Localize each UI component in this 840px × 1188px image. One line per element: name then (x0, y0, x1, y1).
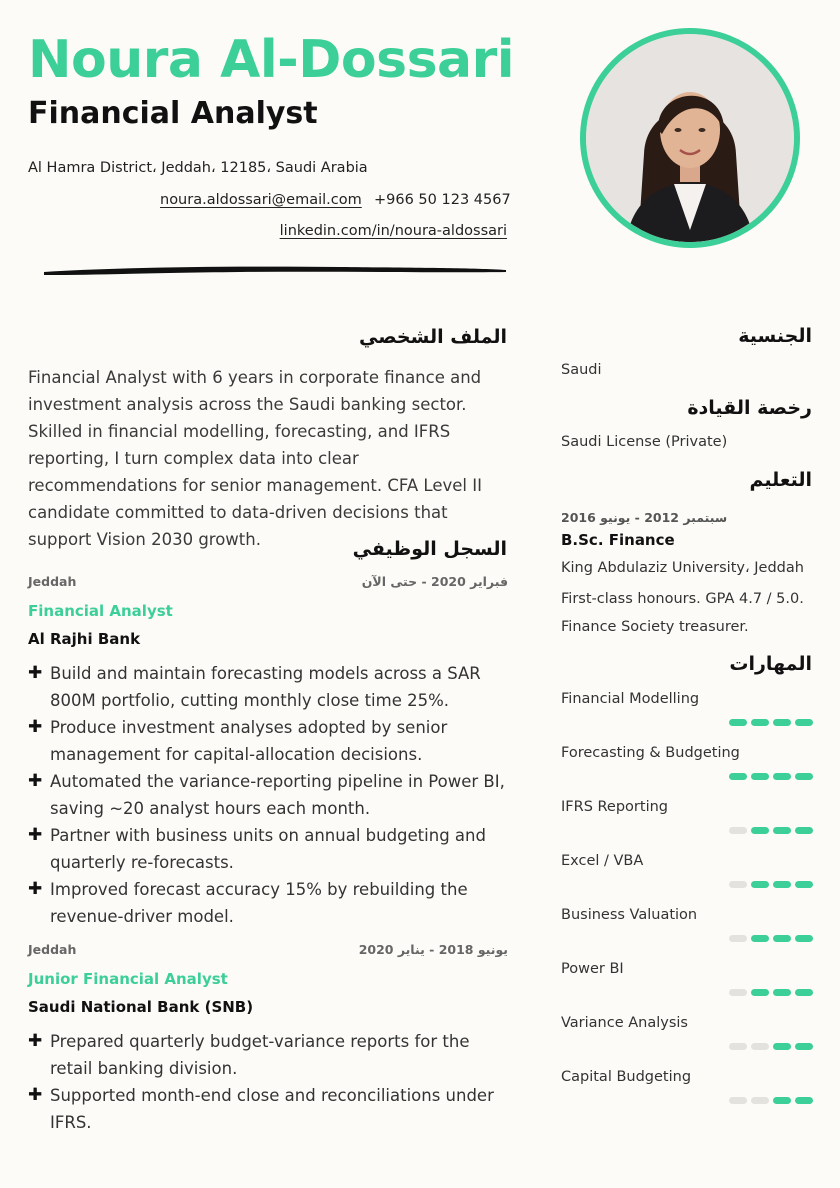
job-location: Jeddah (28, 574, 77, 589)
job-role: Junior Financial Analyst (28, 970, 228, 988)
skill-level-dot (729, 1043, 747, 1050)
plus-icon: ✚ (28, 1031, 43, 1051)
bullet-text: Partner with business units on annual budgeting and quarterly re-forecasts. (50, 826, 486, 872)
skill-item (561, 799, 813, 845)
job-entry (28, 574, 508, 930)
skill-name: IFRS Reporting (561, 799, 668, 815)
skill-item (561, 907, 813, 953)
skill-level-indicator (729, 827, 813, 834)
plus-icon: ✚ (28, 771, 43, 791)
bullet-text: Produce investment analyses adopted by senior management for capital-allocation decisions. (50, 718, 448, 764)
skill-level-indicator (729, 719, 813, 726)
job-entry (28, 942, 508, 1136)
job-dates: يونيو 2018 - يناير 2020 (358, 942, 508, 957)
skill-name: Financial Modelling (561, 691, 700, 707)
skill-level-dot (795, 935, 813, 942)
skill-level-indicator (729, 773, 813, 780)
skill-item (561, 1069, 813, 1115)
bullet-text: Build and maintain forecasting models across a SAR 800M portfolio, cutting monthly close time 25%. (50, 664, 481, 710)
skill-level-dot (751, 719, 769, 726)
skill-level-dot (773, 719, 791, 726)
profile-heading: الملف الشخصي (358, 326, 507, 348)
plus-icon: ✚ (28, 1085, 43, 1105)
candidate-name: Noura Al-Dossari (28, 30, 515, 90)
skill-level-indicator (729, 935, 813, 942)
job-bullets (28, 660, 508, 930)
skill-level-indicator (729, 989, 813, 996)
skill-level-dot (795, 773, 813, 780)
skill-level-dot (795, 827, 813, 834)
skill-level-dot (729, 719, 747, 726)
skill-level-dot (795, 989, 813, 996)
plus-icon: ✚ (28, 879, 43, 899)
skill-item (561, 691, 813, 737)
skill-item (561, 853, 813, 899)
nationality-value: Saudi (561, 362, 602, 378)
skill-level-dot (729, 881, 747, 888)
skill-item (561, 1015, 813, 1061)
bullet-text: Supported month-end close and reconciliations under IFRS. (50, 1086, 494, 1132)
skill-level-dot (729, 773, 747, 780)
skill-level-dot (751, 827, 769, 834)
plus-icon: ✚ (28, 717, 43, 737)
education-dates: سبتمبر 2012 - يونيو 2016 (561, 510, 728, 525)
skill-level-dot (751, 1043, 769, 1050)
skill-name: Forecasting & Budgeting (561, 745, 740, 761)
skill-level-dot (773, 989, 791, 996)
skill-name: Excel / VBA (561, 853, 644, 869)
email-link[interactable]: noura.aldossari@email.com (160, 192, 362, 208)
job-company: Al Rajhi Bank (28, 630, 141, 648)
bullet-item (28, 660, 508, 714)
education-heading: التعليم (749, 469, 812, 491)
skill-level-indicator (729, 1097, 813, 1104)
profile-summary: Financial Analyst with 6 years in corporate finance and investment analysis across the Saudi banking sector. Skilled in financial modelling, forecasting, and IFRS reporting, I turn complex data into clear recommendations for senior management. CFA Level II candidate committed to data-driven decisions that support Vision 2030 growth. (28, 368, 482, 549)
job-location: Jeddah (28, 942, 77, 957)
skill-level-dot (751, 1097, 769, 1104)
skill-level-dot (795, 1043, 813, 1050)
skill-level-dot (729, 827, 747, 834)
bullet-text: Automated the variance-reporting pipeline in Power BI, saving ~20 analyst hours each month. (50, 772, 505, 818)
address: Al Hamra District، Jeddah، 12185، Saudi Arabia (28, 160, 368, 176)
bullet-item (28, 876, 508, 930)
skill-name: Capital Budgeting (561, 1069, 692, 1085)
education-school: King Abdulaziz University، Jeddah (561, 560, 804, 576)
skill-level-dot (795, 1097, 813, 1104)
job-dates: فبراير 2020 - حتى الآن (361, 574, 508, 589)
skill-name: Variance Analysis (561, 1015, 688, 1031)
experience-heading: السجل الوظيفي (352, 538, 507, 560)
skill-level-dot (773, 1043, 791, 1050)
skill-level-dot (795, 881, 813, 888)
skill-item (561, 745, 813, 791)
job-bullets (28, 1028, 508, 1136)
brush-divider (40, 262, 510, 278)
skill-level-dot (773, 773, 791, 780)
skill-level-dot (729, 989, 747, 996)
skill-level-dot (729, 935, 747, 942)
bullet-item (28, 714, 508, 768)
nationality-heading: الجنسية (738, 325, 812, 347)
skills-heading: المهارات (729, 653, 812, 675)
skill-level-dot (751, 773, 769, 780)
bullet-text: Prepared quarterly budget-variance reports for the retail banking division. (50, 1032, 470, 1078)
skill-level-dot (751, 935, 769, 942)
bullet-item (28, 768, 508, 822)
skill-level-dot (795, 719, 813, 726)
bullet-item (28, 822, 508, 876)
skill-level-dot (729, 1097, 747, 1104)
bullet-item (28, 1082, 508, 1136)
education-degree: B.Sc. Finance (561, 531, 675, 549)
skill-level-indicator (729, 1043, 813, 1050)
job-role: Financial Analyst (28, 602, 173, 620)
bullet-text: Improved forecast accuracy 15% by rebuilding the revenue-driver model. (50, 880, 468, 926)
skill-item (561, 961, 813, 1007)
bullet-item (28, 1028, 508, 1082)
license-value: Saudi License (Private) (561, 434, 728, 450)
skill-level-dot (751, 881, 769, 888)
education-detail: First-class honours. GPA 4.7 / 5.0. (561, 591, 804, 607)
job-title: Financial Analyst (28, 96, 318, 131)
skill-level-dot (773, 1097, 791, 1104)
skill-level-dot (773, 881, 791, 888)
skill-level-indicator (729, 881, 813, 888)
linkedin-link[interactable]: linkedin.com/in/noura-aldossari (279, 223, 507, 239)
plus-icon: ✚ (28, 825, 43, 845)
education-detail: Finance Society treasurer. (561, 619, 749, 635)
skill-level-dot (751, 989, 769, 996)
job-company: Saudi National Bank (SNB) (28, 998, 254, 1016)
skill-level-dot (773, 827, 791, 834)
profile-photo (580, 28, 800, 248)
license-heading: رخصة القيادة (687, 397, 812, 419)
phone-number: +966 50 123 4567 (374, 192, 511, 208)
skill-name: Business Valuation (561, 907, 698, 923)
skill-level-dot (773, 935, 791, 942)
skill-name: Power BI (561, 961, 624, 977)
plus-icon: ✚ (28, 663, 43, 683)
